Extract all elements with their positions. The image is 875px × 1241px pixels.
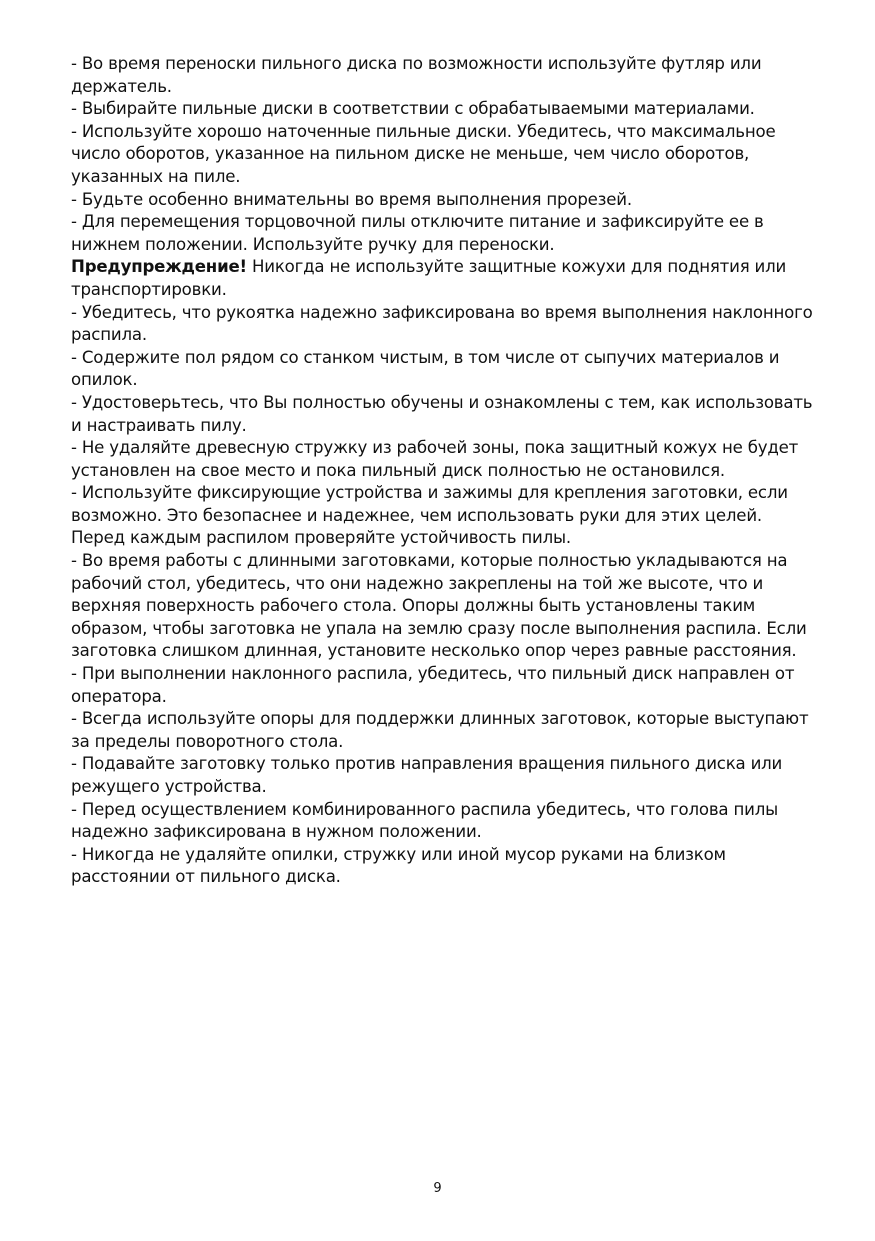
paragraph: - Будьте особенно внимательны во время выполнения прорезей. — [71, 189, 632, 209]
paragraph: - При выполнении наклонного распила, убедитесь, что пильный диск направлен от оператора. — [71, 664, 795, 706]
paragraph: - Подавайте заготовку только против направления вращения пильного диска или режущего устройства. — [71, 754, 783, 796]
paragraph: - Никогда не удаляйте опилки, стружку или иной мусор руками на близком расстоянии от пильного диска. — [71, 844, 726, 887]
paragraph: - Перед осуществлением комбинированного распила убедитесь, что голова пилы надежно зафиксирована в нужном положении. — [71, 799, 779, 842]
paragraph: - Всегда используйте опоры для поддержки длинных заготовок, которые выступают за пределы поворотного стола. — [71, 709, 809, 751]
warning-text: Никогда не используйте защитные кожухи для поднятия или транспортировки. — [71, 257, 787, 299]
paragraph: - Удостоверьтесь, что Вы полностью обучены и ознакомлены с тем, как использовать и настраивать пилу. — [71, 392, 813, 435]
paragraph: - Убедитесь, что рукоятка надежно зафиксирована во время выполнения наклонного распила. — [71, 302, 813, 345]
warning-label: Предупреждение! — [71, 257, 247, 277]
paragraph: - Во время работы с длинными заготовками, которые полностью укладываются на рабочий стол, убедитесь, что они надежно закреплены на той же высоте, что и верхняя поверхность рабочего стола. Опоры должны быть установлены таким образом, чтобы заготовка не упала на землю сразу после выполнения распила. Если заготовка слишком длинная, установите несколько опор через равные расстояния. — [71, 551, 807, 661]
paragraph: - Выбирайте пильные диски в соответствии с обрабатываемыми материалами. — [71, 99, 755, 119]
paragraph: - Содержите пол рядом со станком чистым, в том числе от сыпучих материалов и опилок. — [71, 347, 780, 390]
paragraph: - Используйте хорошо наточенные пильные диски. Убедитесь, что максимальное число оборотов, указанное на пильном диске не меньше, чем число оборотов, указанных на пиле. — [71, 121, 776, 186]
paragraph: - Используйте фиксирующие устройства и зажимы для крепления заготовки, если возможно. Это безопаснее и надежнее, чем использовать руки для этих целей. Перед каждым распилом проверяйте устойчивость пилы. — [71, 483, 788, 548]
paragraph: - Во время переноски пильного диска по возможности используйте футляр или держатель. — [71, 54, 762, 96]
page-body — [71, 53, 816, 889]
paragraph: - Для перемещения торцовочной пилы отключите питание и зафиксируйте ее в нижнем положении. Используйте ручку для переноски. — [71, 212, 764, 254]
paragraph: - Не удаляйте древесную стружку из рабочей зоны, пока защитный кожух не будет установлен на свое место и пока пильный диск полностью не остановился. — [71, 438, 799, 480]
page-number: 9 — [433, 1181, 442, 1196]
warning-paragraph — [71, 256, 816, 301]
